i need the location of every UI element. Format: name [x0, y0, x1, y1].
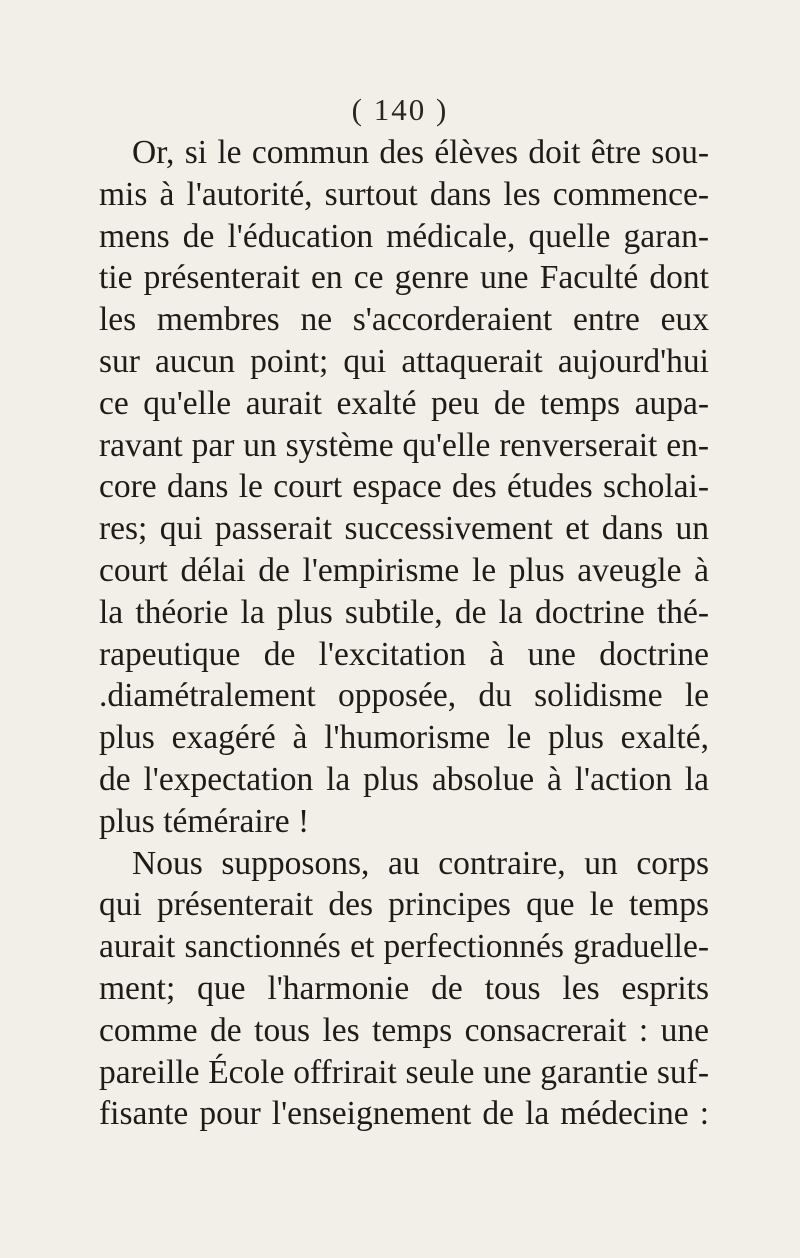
- text-line: sur aucun point; qui attaquerait aujourd'hui: [99, 342, 709, 380]
- text-line: ment; que l'harmonie de tous les esprits: [99, 969, 709, 1007]
- text-line: tie présenterait en ce genre une Faculté dont: [99, 259, 709, 297]
- text-line: comme de tous les temps consacrerait : une: [99, 1011, 709, 1049]
- text-line: court délai de l'empirisme le plus aveugle à: [99, 551, 709, 589]
- text-line: pareille École offrirait seule une garantie suf-: [99, 1053, 709, 1091]
- body-text: [99, 132, 709, 1135]
- text-line: la théorie la plus subtile, de la doctrine thé-: [99, 593, 709, 631]
- text-line: de l'expectation la plus absolue à l'action la: [99, 760, 709, 798]
- page-number: ( 140 ): [351, 92, 449, 127]
- text-line: les membres ne s'accorderaient entre eux: [99, 301, 709, 339]
- text-line: core dans le court espace des études scholai-: [99, 468, 709, 506]
- text-line: Nous supposons, au contraire, un corps: [132, 844, 709, 882]
- text-line: rapeutique de l'excitation à une doctrine: [99, 635, 709, 673]
- text-line: fisante pour l'enseignement de la médecine :: [99, 1095, 709, 1133]
- text-line: Or, si le commun des élèves doit être sou-: [132, 134, 709, 171]
- text-line: ravant par un système qu'elle renverserait en-: [99, 426, 709, 464]
- text-line: res; qui passerait successivement et dans un: [99, 510, 709, 548]
- text-line: ce qu'elle aurait exalté peu de temps aupa-: [99, 384, 709, 422]
- text-line: mens de l'éducation médicale, quelle garan-: [99, 217, 709, 255]
- text-line: qui présenterait des principes que le temps: [99, 886, 709, 924]
- text-line: mis à l'autorité, surtout dans les commence-: [99, 175, 709, 213]
- text-line: aurait sanctionnés et perfectionnés graduelle-: [99, 928, 709, 966]
- text-line: plus exagéré à l'humorisme le plus exalté,: [99, 719, 709, 757]
- text-line: plus téméraire !: [99, 802, 310, 840]
- text-line: .diamétralement opposée, du solidisme le: [99, 677, 709, 715]
